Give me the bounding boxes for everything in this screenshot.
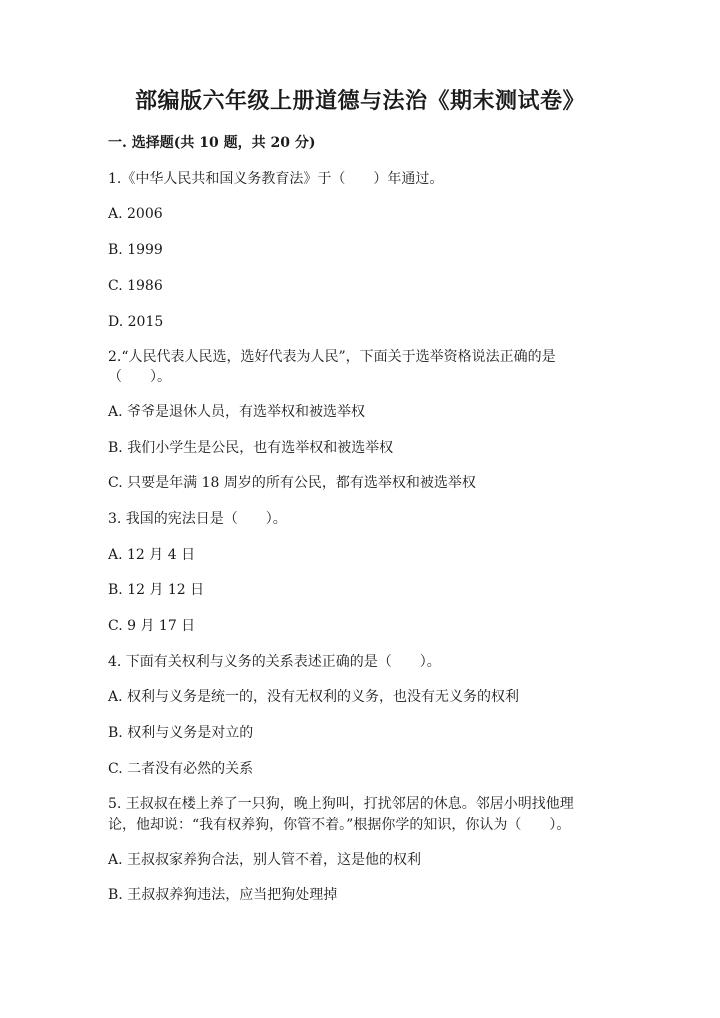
page-title: 部编版六年级上册道德与法治《期末测试卷》 [134,88,585,114]
question-1-stem: 1.《中华人民共和国义务教育法》于（ ）年通过。 [108,171,444,187]
question-2-option-c: C. 只要是年满 18 周岁的所有公民，都有选举权和被选举权 [108,475,476,491]
question-1-option-a: A. 2006 [108,206,163,222]
question-2-stem-line-1: 2.“人民代表人民选，选好代表为人民”，下面关于选举资格说法正确的是 [108,349,556,365]
question-4-option-a: A. 权利与义务是统一的，没有无权利的义务，也没有无义务的权利 [108,689,520,705]
question-3-stem: 3. 我国的宪法日是（ ）。 [108,511,287,527]
question-2-stem-line-2: （ ）。 [108,369,171,385]
question-1-option-c: C. 1986 [108,278,163,294]
question-4-stem: 4. 下面有关权利与义务的关系表述正确的是（ ）。 [108,654,441,670]
question-4-option-c: C. 二者没有必然的关系 [108,761,254,777]
section-heading: 一. 选择题(共 10 题，共 20 分) [108,135,316,151]
question-1-option-d: D. 2015 [108,314,164,330]
question-2-option-b: B. 我们小学生是公民，也有选举权和被选举权 [108,440,394,456]
question-3-option-a: A. 12 月 4 日 [108,547,196,563]
question-5-option-a: A. 王叔叔家养狗合法，别人管不着，这是他的权利 [108,852,422,868]
question-2-option-a: A. 爷爷是退休人员，有选举权和被选举权 [108,404,366,420]
question-1-option-b: B. 1999 [108,242,163,258]
question-5-stem-line-2: 论，他却说：“我有权养狗，你管不着。”根据你学的知识，你认为（ ）。 [108,817,571,833]
question-4-option-b: B. 权利与义务是对立的 [108,725,254,741]
question-5-option-b: B. 王叔叔养狗违法，应当把狗处理掉 [108,887,338,903]
question-3-option-b: B. 12 月 12 日 [108,582,205,598]
question-3-option-c: C. 9 月 17 日 [108,618,196,634]
question-5-stem-line-1: 5. 王叔叔在楼上养了一只狗，晚上狗叫，打扰邻居的休息。邻居小明找他理 [108,796,574,812]
